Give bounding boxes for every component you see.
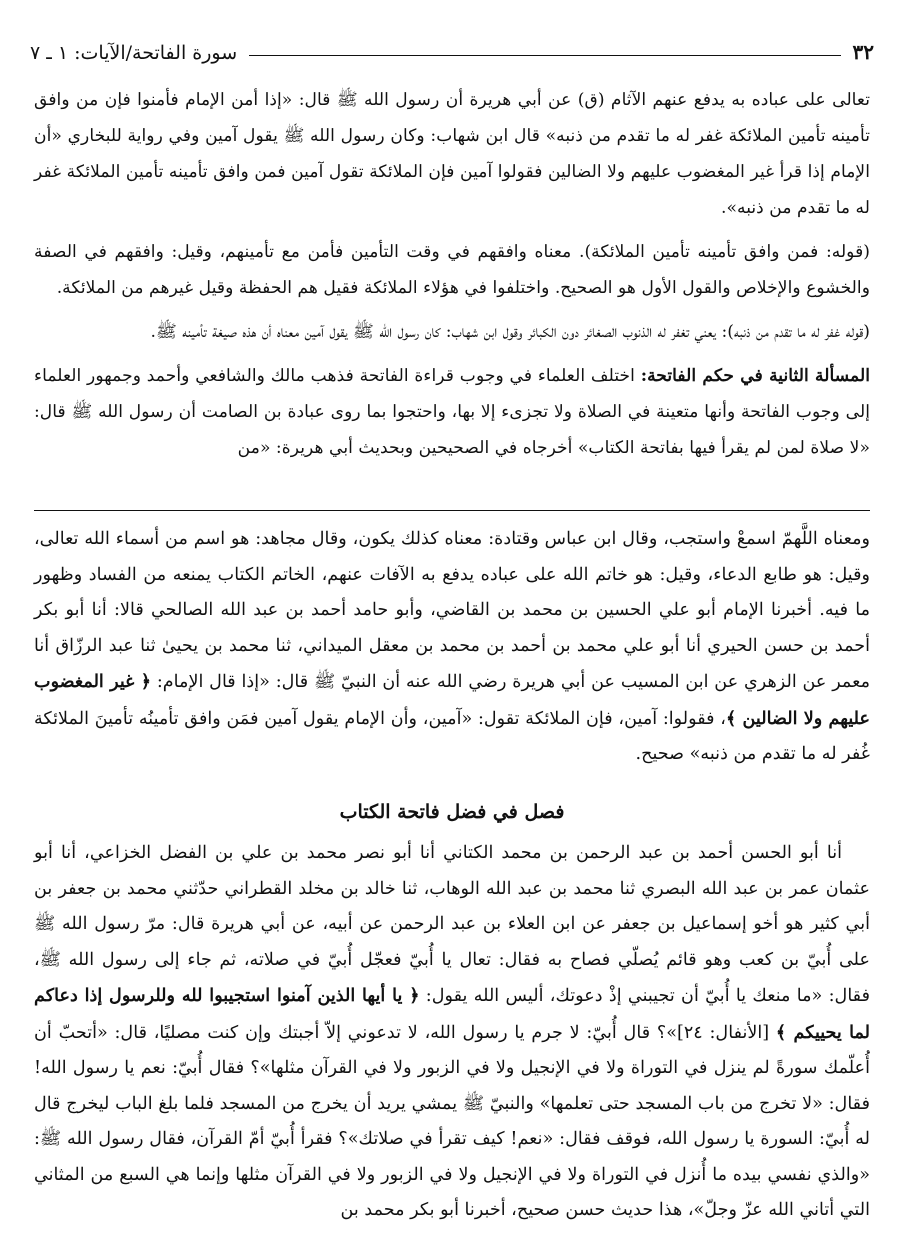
header-rule — [249, 55, 840, 56]
main-text-section — [34, 522, 870, 1229]
main-text: أنا أبو الحسن أحمد بن عبد الرحمن بن محمد الكتاني أنا أبو نصر محمد بن علي بن الفضل الخزاعي، أنا أبو عثمان عمر بن عبد الله البصري ثنا محمد بن عبد الله الوهاب، ثنا خالد بن مخلد القطراني حدّثني محمد بن جعفر بن أبي كثير هو أخو إسماعيل بن جعفر عن ابن العلاء بن عبد الرحمن عن أبيه، عن أبي هريرة قال: مرّ رسول الله ﷺ على أُبيّ بن كعب وهو قائم يُصلّي فصاح به فقال: تعال يا أُبيّ فعجّل أُبيّ في صلاته، ثم جاء إلى رسول الله ﷺ، فقال: «ما منعك يا أُبيّ أن تجيبني إذْ دعوتك، أليس الله يقول: — [34, 843, 870, 1006]
running-title: سورة الفاتحة/الآيات: ١ ـ ٧ — [30, 42, 238, 64]
commentary-paragraph — [34, 358, 870, 466]
issue-heading: المسألة الثانية في حكم الفاتحة: — [640, 366, 870, 386]
quran-verse: ﴿ يا أيها الذين آمنوا استجيبوا لله وللرسول إذا دعاكم لما يحييكم ﴾ — [34, 985, 870, 1043]
commentary-paragraph: (قوله: فمن وافق تأمينه تأمين الملائكة). معناه وافقهم في وقت التأمين فأمن مع تأمينهم، وقيل: وافقهم في الصفة والخشوع والإخلاص والقول الأول هو الصحيح. واختلفوا في هؤلاء الملائكة فقيل هم الحفظة وقيل غيرهم من الملائكة. — [34, 242, 870, 298]
page-header — [30, 30, 874, 64]
section-divider — [34, 510, 870, 511]
commentary-section — [34, 82, 870, 474]
main-text: [الأنفال: ٢٤]»؟ قال أُبيّ: لا جرم يا رسول الله، لا تدعوني إلاّ أجبتك وإن كنت مصليًا، قال: «أتحبّ أن أُعلّمك سورةً لم ينزل في التوراة ولا في الإنجيل ولا في الزبور ولا في القرآن مثلها»؟ فقال أُبيّ: نعم يا رسول الله! فقال: «لا تخرج من باب المسجد حتى تعلمها» والنبيّ ﷺ يمشي يريد أن يخرج من المسجد فلما بلغ الباب ليخرج قال له أُبيّ: السورة يا رسول الله، فوقف فقال: «نعم! كيف تقرأ في صلاتك»؟ فقرأ أُبيّ أمّ القرآن، فقال رسول الله ﷺ: «والذي نفسي بيده ما أُنزل في التوراة ولا في الإنجيل ولا في الزبور ولا في القرآن مثلها وإنما هي السبع من المثاني التي أتاني الله عزّ وجلّ»، هذا حديث حسن صحيح، أخبرنا أبو بكر محمد بن — [34, 1022, 870, 1220]
main-text: ومعناه اللَّهمّ اسمعْ واستجب، وقال ابن عباس وقتادة: معناه كذلك يكون، وقال مجاهد: هو اسم من أسماء الله تعالى، وقيل: هو طابع الدعاء، وقيل: هو خاتم الله على عباده يدفع به الآفات عنهم، الخاتم الكتاب يمنعه من الفساد وظهور ما فيه. أخبرنا الإمام أبو علي الحسين بن محمد بن القاضي، وأبو حامد أحمد بن عبد الله الصالحي قالا: أنا أبو بكر أحمد بن حسن الحيري أنا أبو علي محمد بن أحمد بن محمد بن معقل الميداني، ثنا محمد بن يحيىٰ ثنا عبد الرزّاق أنا معمر عن الزهري عن ابن المسيب عن أبي هريرة رضي الله عنه أن النبيّ ﷺ قال: «إذا قال الإمام: — [34, 529, 871, 692]
main-paragraph — [34, 836, 870, 1229]
page-number: ٣٢ — [852, 40, 874, 64]
quran-verse: ﴿ غير المغضوب عليهم ولا الضالين ﴾ — [34, 671, 870, 729]
issue-text: اختلف العلماء في وجوب قراءة الفاتحة فذهب مالك والشافعي وأحمد وجمهور العلماء إلى وجوب الفاتحة وأنها متعينة في الصلاة ولا تجزىء إلا بها، واحتجوا بما روى عبادة بن الصامت أن رسول الله ﷺ قال: «لا صلاة لمن لم يقرأ فيها بفاتحة الكتاب» أخرجاه في الصحيحين وبحديث أبي هريرة: «من — [34, 366, 870, 458]
section-title: فصل في فضل فاتحة الكتاب — [339, 800, 565, 823]
commentary-paragraph: تعالى على عباده به يدفع عنهم الآثام (ق) عن أبي هريرة أن رسول الله ﷺ قال: «إذا أمن الإمام فأمنوا فإن من وافق تأمينه تأمين الملائكة غفر له ما تقدم من ذنبه» قال ابن شهاب: وكان رسول الله ﷺ يقول آمين وفي رواية للبخاري «أن الإمام إذا قرأ غير المغضوب عليهم ولا الضالين فقولوا آمين فإن الملائكة تقول آمين فمن وافق تأمينه تأمين الملائكة غفر له ما تقدم من ذنبه». — [34, 90, 870, 218]
main-paragraph — [34, 522, 870, 773]
main-text: ، فقولوا: آمين، فإن الملائكة تقول: «آمين، وأن الإمام يقول آمين فمَن وافق تأمينُه تأمينَ الملائكة غُفر له ما تقدم من ذنبه» صحيح. — [34, 708, 870, 764]
commentary-paragraph: (قوله غفر له ما تقدم من ذنبه): يعني تغفر له الذنوب الصغائر دون الكبائر وقول ابن شهاب: كان رسول الله ﷺ يقول آمين معناه أن هذه صيغة تأمينه ﷺ. — [150, 322, 870, 342]
